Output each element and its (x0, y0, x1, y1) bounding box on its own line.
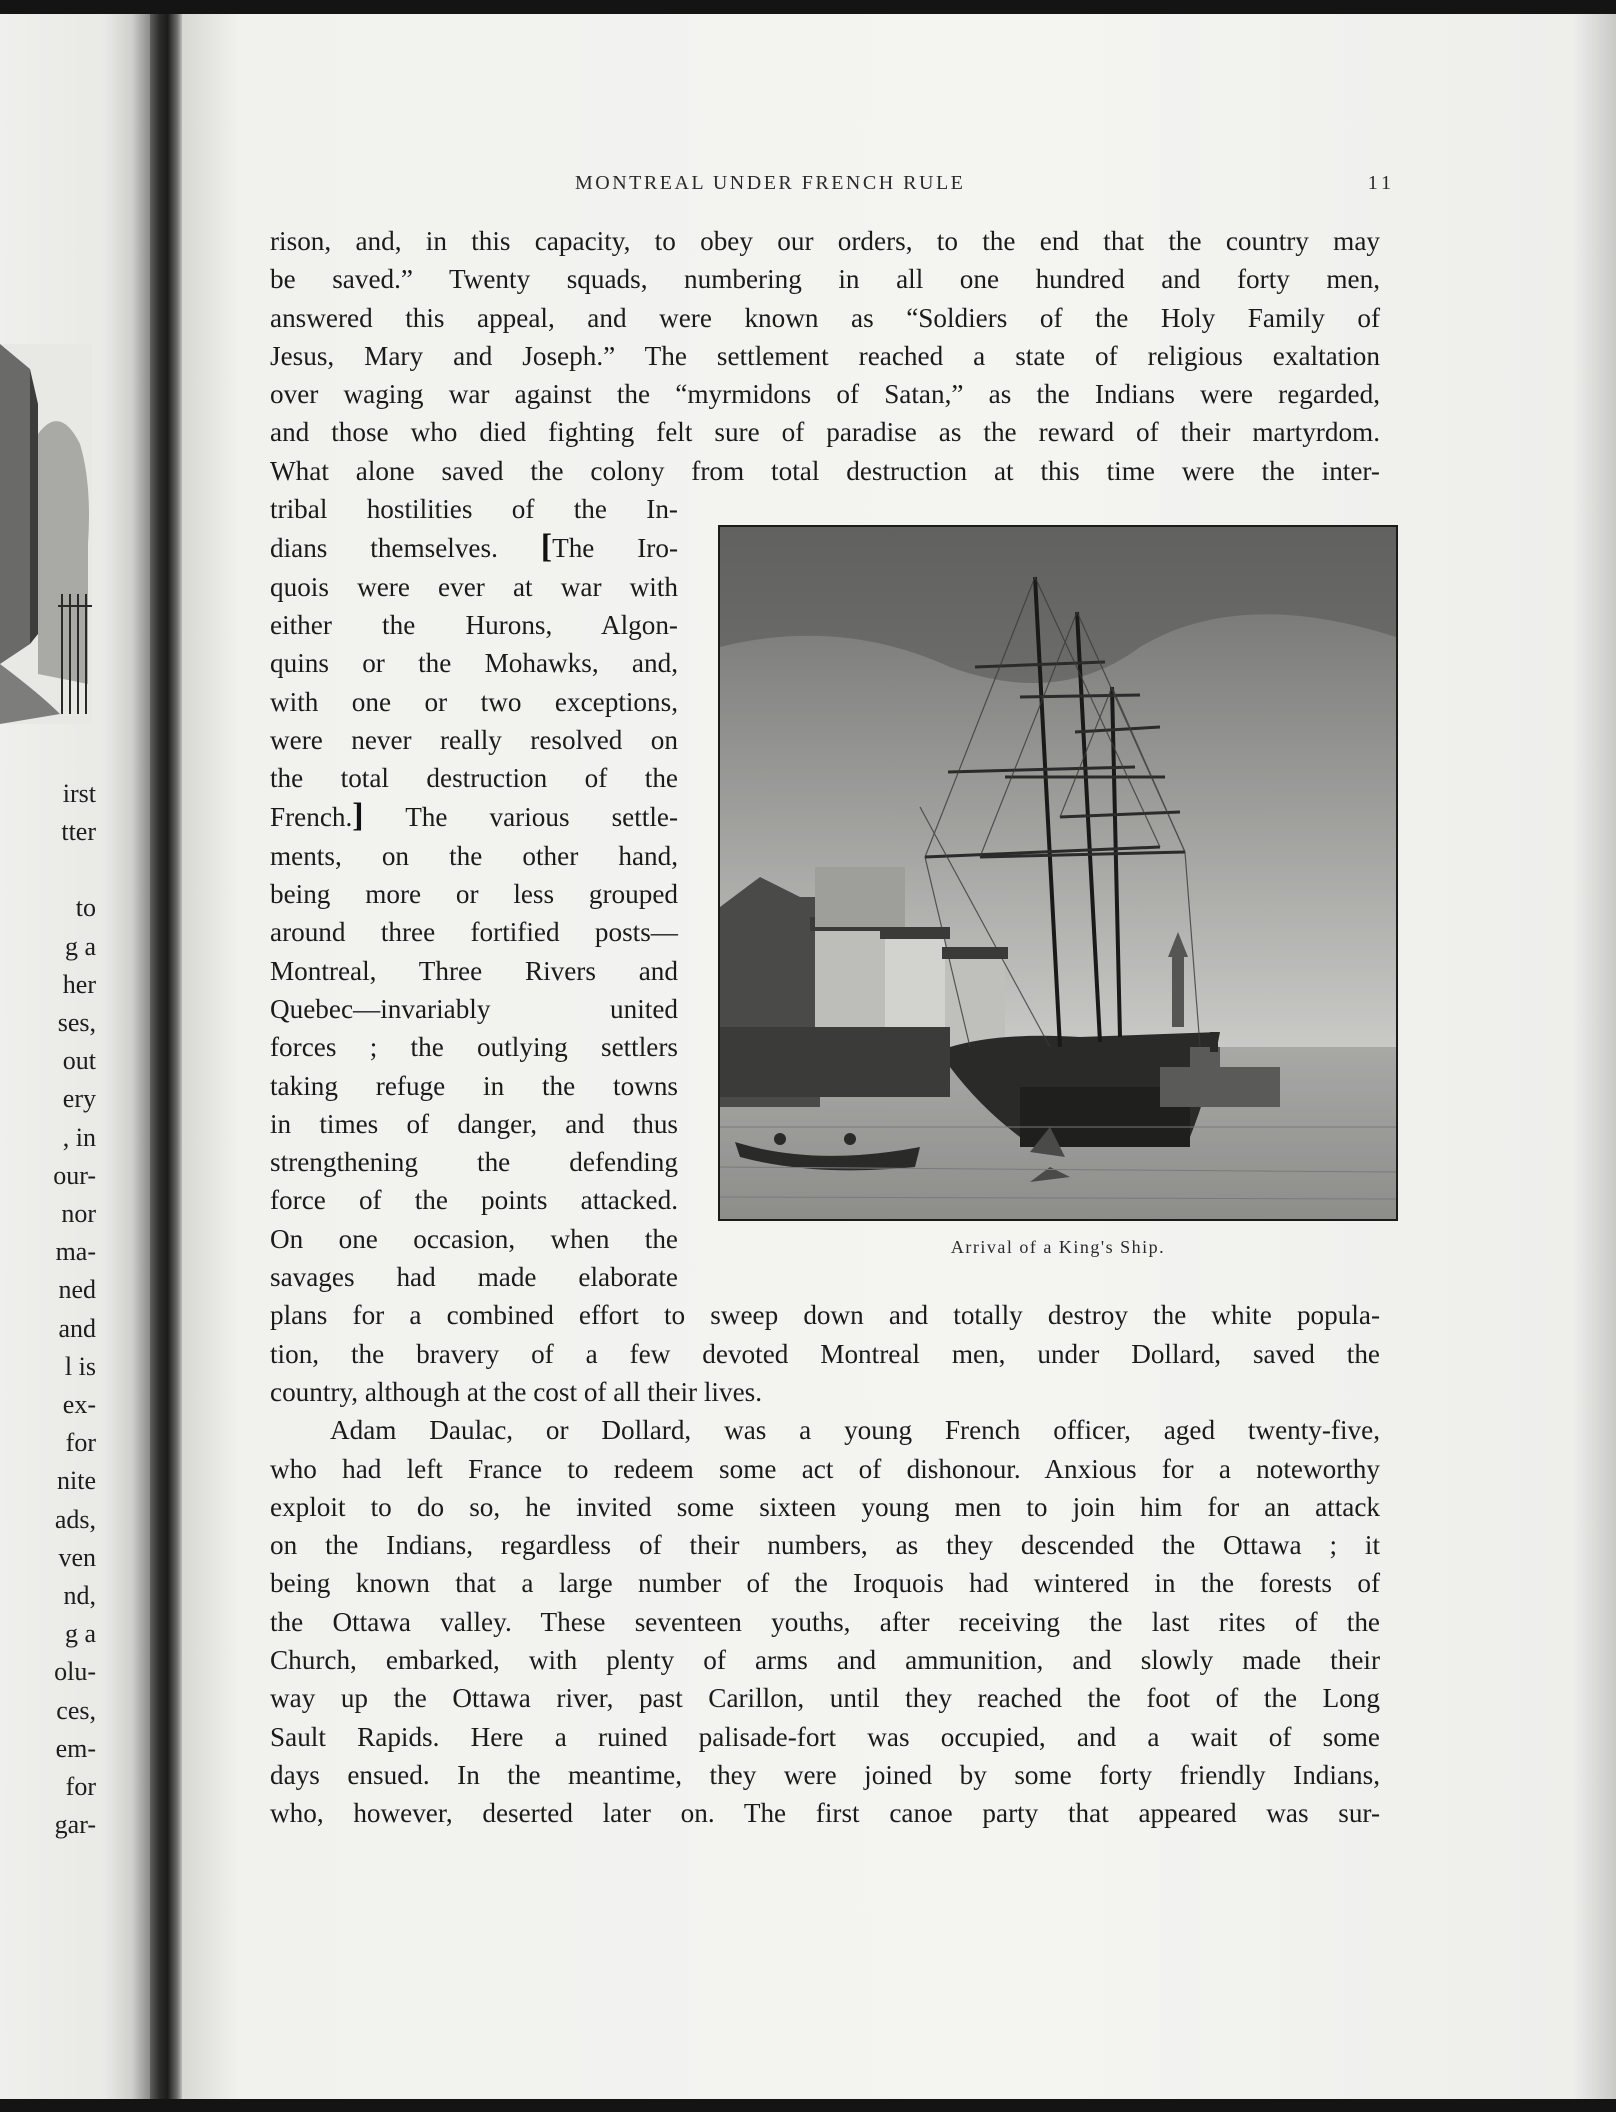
text-line: ments, on the other hand, (270, 840, 678, 871)
text-line: quois were ever at war with (270, 571, 678, 602)
left-page-fragment: for (65, 1428, 96, 1458)
left-page-fragment: ery (62, 1084, 96, 1114)
text-line: savages had made elaborate (270, 1262, 678, 1293)
text-line: plans for a combined effort to sweep down and totally destroy the white popula- (270, 1300, 1380, 1331)
text-line: who, however, deserted later on. The first canoe party that appeared was sur- (270, 1798, 1380, 1829)
text-line: quins or the Mohawks, and, (270, 648, 678, 679)
pencil-close-bracket: ] (352, 797, 364, 835)
text-line: force of the points attacked. (270, 1185, 678, 1216)
paragraph-2 (270, 1411, 1380, 1832)
text-line: be saved.” Twenty squads, numbering in all one hundred and forty men, (270, 264, 1380, 295)
text-line: over waging war against the “myrmidons of Satan,” as the Indians were regarded, (270, 379, 1380, 410)
text-line: tribal hostilities of the In- (270, 494, 678, 525)
text-line: the Ottawa valley. These seventeen youths, after receiving the last rites of the (270, 1606, 1380, 1637)
text-span: dians themselves. (270, 533, 498, 564)
text-line: who had left France to redeem some act of dishonour. Anxious for a noteworthy (270, 1453, 1380, 1484)
text-line: in times of danger, and thus (270, 1108, 678, 1139)
tower-illustration-fragment (0, 344, 92, 724)
text-line: strengthening the defending (270, 1147, 678, 1178)
text-line: tion, the bravery of a few devoted Montreal men, under Dollard, saved the (270, 1338, 1380, 1369)
text-line: way up the Ottawa river, past Carillon, until they reached the foot of the Long (270, 1683, 1380, 1714)
left-page-fragment: olu- (54, 1657, 96, 1687)
left-page-fragment: her (62, 969, 96, 999)
previous-page-fragment (0, 14, 150, 2099)
pencil-open-bracket: [ (540, 528, 553, 566)
book-gutter (150, 14, 182, 2099)
page-header-title: MONTREAL UNDER FRENCH RULE (575, 172, 966, 194)
left-page-fragment: our- (53, 1160, 96, 1190)
left-page-fragment: out (62, 1046, 96, 1076)
left-page-fragment: tter (61, 817, 96, 847)
text-line: On one occasion, when the (270, 1223, 678, 1254)
left-page-word-fragments (53, 775, 96, 1844)
left-page-fragment: ma- (55, 1237, 96, 1267)
left-page-fragment: em- (55, 1733, 96, 1763)
text-line: Jesus, Mary and Joseph.” The settlement reached a state of religious exaltation (270, 340, 1380, 371)
text-line (270, 528, 678, 567)
text-line: being known that a large number of the Iroquois had wintered in the forests of (270, 1568, 1380, 1599)
text-line: forces ; the outlying settlers (270, 1032, 678, 1063)
left-page-fragment: ads, (54, 1504, 96, 1534)
left-page-fragment: gar- (54, 1810, 96, 1840)
text-line: Sault Rapids. Here a ruined palisade-fort was occupied, and a wait of some (270, 1721, 1380, 1752)
text-line: either the Hurons, Algon- (270, 609, 678, 640)
text-line: Church, embarked, with plenty of arms and ammunition, and slowly made their (270, 1644, 1380, 1675)
text-line: and those who died fighting felt sure of paradise as the reward of their martyrdom. (270, 417, 1380, 448)
text-line: being more or less grouped (270, 879, 678, 910)
paragraph-1-full-width (270, 222, 1380, 490)
page-number: 11 (1367, 172, 1395, 194)
left-page-fragment: ces, (56, 1695, 96, 1725)
text-line: were never really resolved on (270, 724, 678, 755)
left-page-fragment: l is (64, 1351, 96, 1381)
left-page-fragment: g a (64, 1619, 96, 1649)
text-line: Quebec—invariably united (270, 993, 678, 1024)
text-line: What alone saved the colony from total destruction at this time were the inter- (270, 455, 1380, 486)
paragraph-1-narrow-column (270, 490, 678, 1296)
text-line: exploit to do so, he invited some sixteen young men to join him for an attack (270, 1491, 1380, 1522)
left-page-fragment: nor (61, 1199, 96, 1229)
left-page-fragment: , in (62, 1122, 96, 1152)
text-line: on the Indians, regardless of their numbers, as they descended the Ottawa ; it (270, 1530, 1380, 1561)
text-line: around three fortified posts— (270, 917, 678, 948)
paragraph-1-tail (270, 1296, 1380, 1411)
left-page-fragment: for (65, 1772, 96, 1802)
text-line: answered this appeal, and were known as “Soldiers of the Holy Family of (270, 302, 1380, 333)
text-line: with one or two exceptions, (270, 686, 678, 717)
text-line: Adam Daulac, or Dollard, was a young French officer, aged twenty-five, (330, 1415, 1380, 1446)
left-page-fragment: ses, (57, 1008, 96, 1038)
left-page-fragment: ven (58, 1542, 96, 1572)
left-page-fragment: g a (64, 931, 96, 961)
text-line: the total destruction of the (270, 763, 678, 794)
left-page-fragment: irst (62, 779, 96, 808)
left-page-fragment: and (58, 1313, 96, 1343)
text-line: taking refuge in the towns (270, 1070, 678, 1101)
figure-caption: Arrival of a King's Ship. (950, 1237, 1166, 1257)
left-page-fragment: nite (57, 1466, 96, 1496)
text-span: The various settle- (405, 802, 679, 833)
text-line: rison, and, in this capacity, to obey our orders, to the end that the country may (270, 226, 1380, 256)
text-line: country, although at the cost of all their lives. (270, 1376, 763, 1407)
left-page-fragment: ned (58, 1275, 96, 1305)
sailing-ship-image (720, 527, 1396, 1219)
left-page-fragment: nd, (63, 1581, 96, 1611)
text-span: The Iro- (552, 533, 678, 564)
text-line (270, 797, 678, 836)
running-head (395, 172, 1395, 200)
kings-ship-illustration (718, 525, 1398, 1221)
text-span: French. (270, 802, 353, 833)
left-page-fragment: to (75, 893, 96, 923)
left-page-fragment: ex- (62, 1390, 96, 1420)
text-line: Montreal, Three Rivers and (270, 955, 678, 986)
text-line: days ensued. In the meantime, they were joined by some forty friendly Indians, (270, 1759, 1380, 1790)
